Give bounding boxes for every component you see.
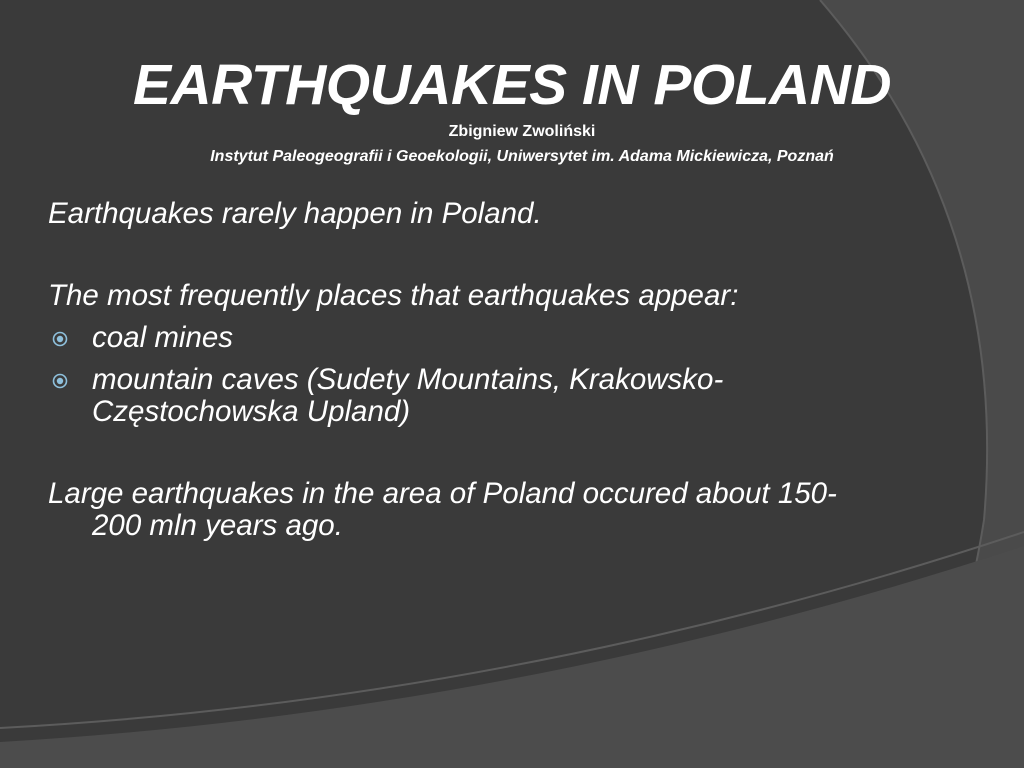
paragraph-large-earthquakes-line-2: 200 mln years ago. xyxy=(92,509,343,542)
circled-dot-icon xyxy=(52,373,68,389)
author-name: Zbigniew Zwoliński xyxy=(448,123,596,140)
paragraph-large-earthquakes-line-1: Large earthquakes in the area of Poland occured about 150- xyxy=(48,477,837,510)
circled-dot-icon xyxy=(52,331,68,347)
author-affiliation: Instytut Paleogeografii i Geoekologii, Uniwersytet im. Adama Mickiewicza, Poznań xyxy=(210,148,834,165)
bullet-coal-mines: coal mines xyxy=(92,321,234,354)
bullet-mountain-caves-line-2: Częstochowska Upland) xyxy=(92,395,411,428)
paragraph-rarely: Earthquakes rarely happen in Poland. xyxy=(48,197,542,230)
slide-title: EARTHQUAKES IN POLAND xyxy=(133,53,891,117)
paragraph-places-intro: The most frequently places that earthquakes appear: xyxy=(48,279,739,312)
bullet-mountain-caves-line-1: mountain caves (Sudety Mountains, Krakowsko- xyxy=(92,363,724,396)
